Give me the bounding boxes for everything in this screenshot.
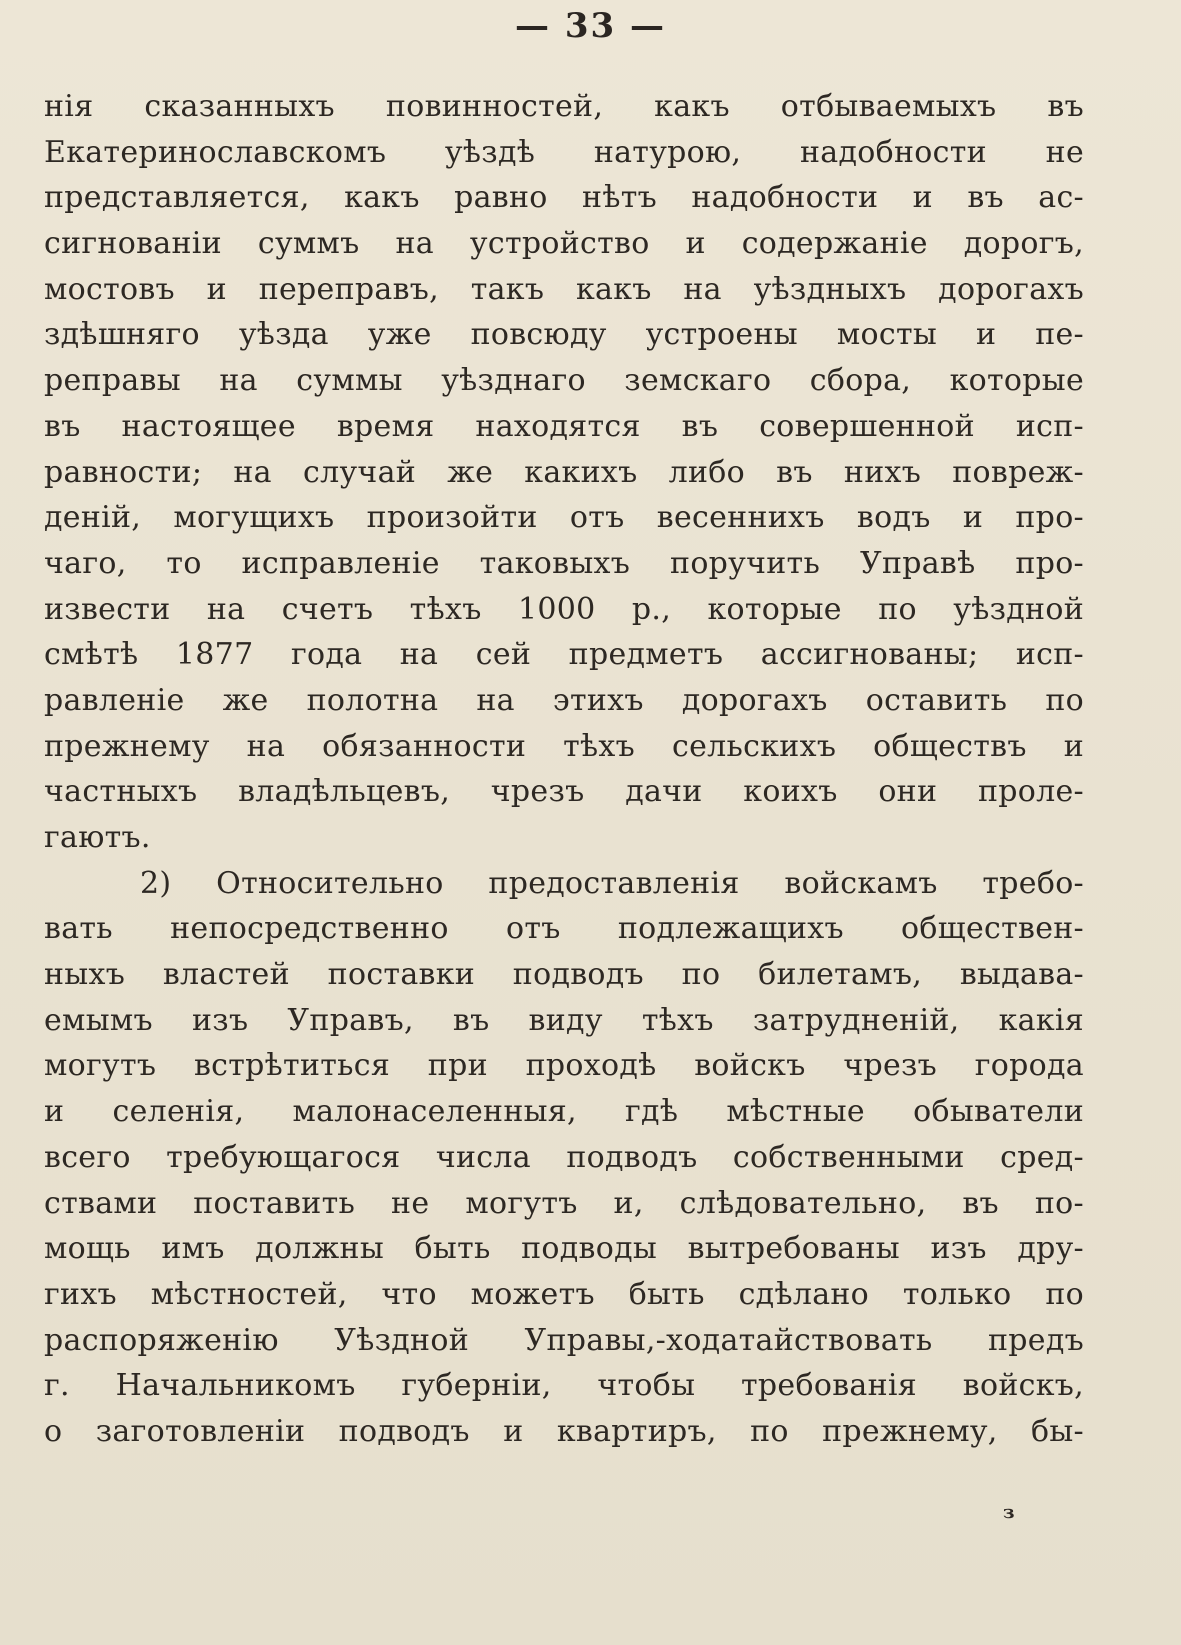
text-line: о заготовленіи подводъ и квартиръ, по прежнему, бы- — [44, 1413, 1084, 1449]
body-text — [44, 84, 1084, 1455]
text-line: 2) Относительно предоставленія войскамъ требо- — [140, 865, 1084, 901]
text-line: равности; на случай же какихъ либо въ нихъ повреж- — [44, 454, 1084, 490]
text-line: частныхъ владѣльцевъ, чрезъ дачи коихъ они проле- — [44, 774, 1084, 810]
text-line: въ настоящее время находятся въ совершенной исп- — [44, 408, 1084, 444]
text-line: и селенія, малонаселенныя, гдѣ мѣстные обыватели — [44, 1094, 1084, 1130]
text-line: гаютъ. — [44, 820, 151, 855]
text-line: ствами поставить не могутъ и, слѣдовательно, въ по- — [44, 1185, 1084, 1221]
text-line: гихъ мѣстностей, что можетъ быть сдѣлано только по — [44, 1276, 1084, 1312]
text-line: смѣтѣ 1877 года на сей предметъ ассигнованы; исп- — [44, 637, 1084, 673]
text-line: здѣшняго уѣзда уже повсюду устроены мосты и пе- — [44, 317, 1084, 353]
text-line: нія сказанныхъ повинностей, какъ отбываемыхъ въ — [44, 89, 1084, 124]
text-line: Екатеринославскомъ уѣздѣ натурою, надобности не — [44, 134, 1084, 170]
text-line: г. Начальникомъ губерніи, чтобы требованія войскъ, — [44, 1368, 1084, 1404]
text-line: вать непосредственно отъ подлежащихъ обществен- — [44, 911, 1084, 947]
text-line: мощь имъ должны быть подводы вытребованы изъ дру- — [44, 1231, 1084, 1267]
text-line: прежнему на обязанности тѣхъ сельскихъ обществъ и — [44, 728, 1084, 764]
text-line: сигнованіи суммъ на устройство и содержаніе дорогъ, — [44, 226, 1084, 262]
text-line: могутъ встрѣтиться при проходѣ войскъ чрезъ города — [44, 1048, 1084, 1084]
text-line: извести на счетъ тѣхъ 1000 р., которые по уѣздной — [44, 591, 1084, 627]
text-line: всего требующагося числа подводъ собственными сред- — [44, 1139, 1084, 1175]
text-line: распоряженію Уѣздной Управы,-ходатайствовать предъ — [44, 1322, 1084, 1358]
text-line: равленіе же полотна на этихъ дорогахъ оставить по — [44, 682, 1084, 718]
text-line: реправы на суммы уѣзднаго земскаго сбора, которые — [44, 363, 1084, 399]
text-line: емымъ изъ Управъ, въ виду тѣхъ затрудненій, какія — [44, 1002, 1084, 1038]
text-line: представляется, какъ равно нѣтъ надобности и въ ас- — [44, 180, 1084, 216]
text-line: чаго, то исправленіе таковыхъ поручить Управѣ про- — [44, 545, 1084, 581]
text-line: ныхъ властей поставки подводъ по билетамъ, выдава- — [44, 957, 1084, 993]
page-number: — 33 — — [515, 6, 666, 46]
text-line: мостовъ и переправъ, такъ какъ на уѣздныхъ дорогахъ — [44, 271, 1084, 307]
text-line: деній, могущихъ произойти отъ весеннихъ водъ и про- — [44, 500, 1084, 536]
paragraph-2 — [44, 861, 1084, 1455]
signature-mark: з — [1003, 1502, 1015, 1523]
paragraph-1 — [44, 84, 1084, 861]
